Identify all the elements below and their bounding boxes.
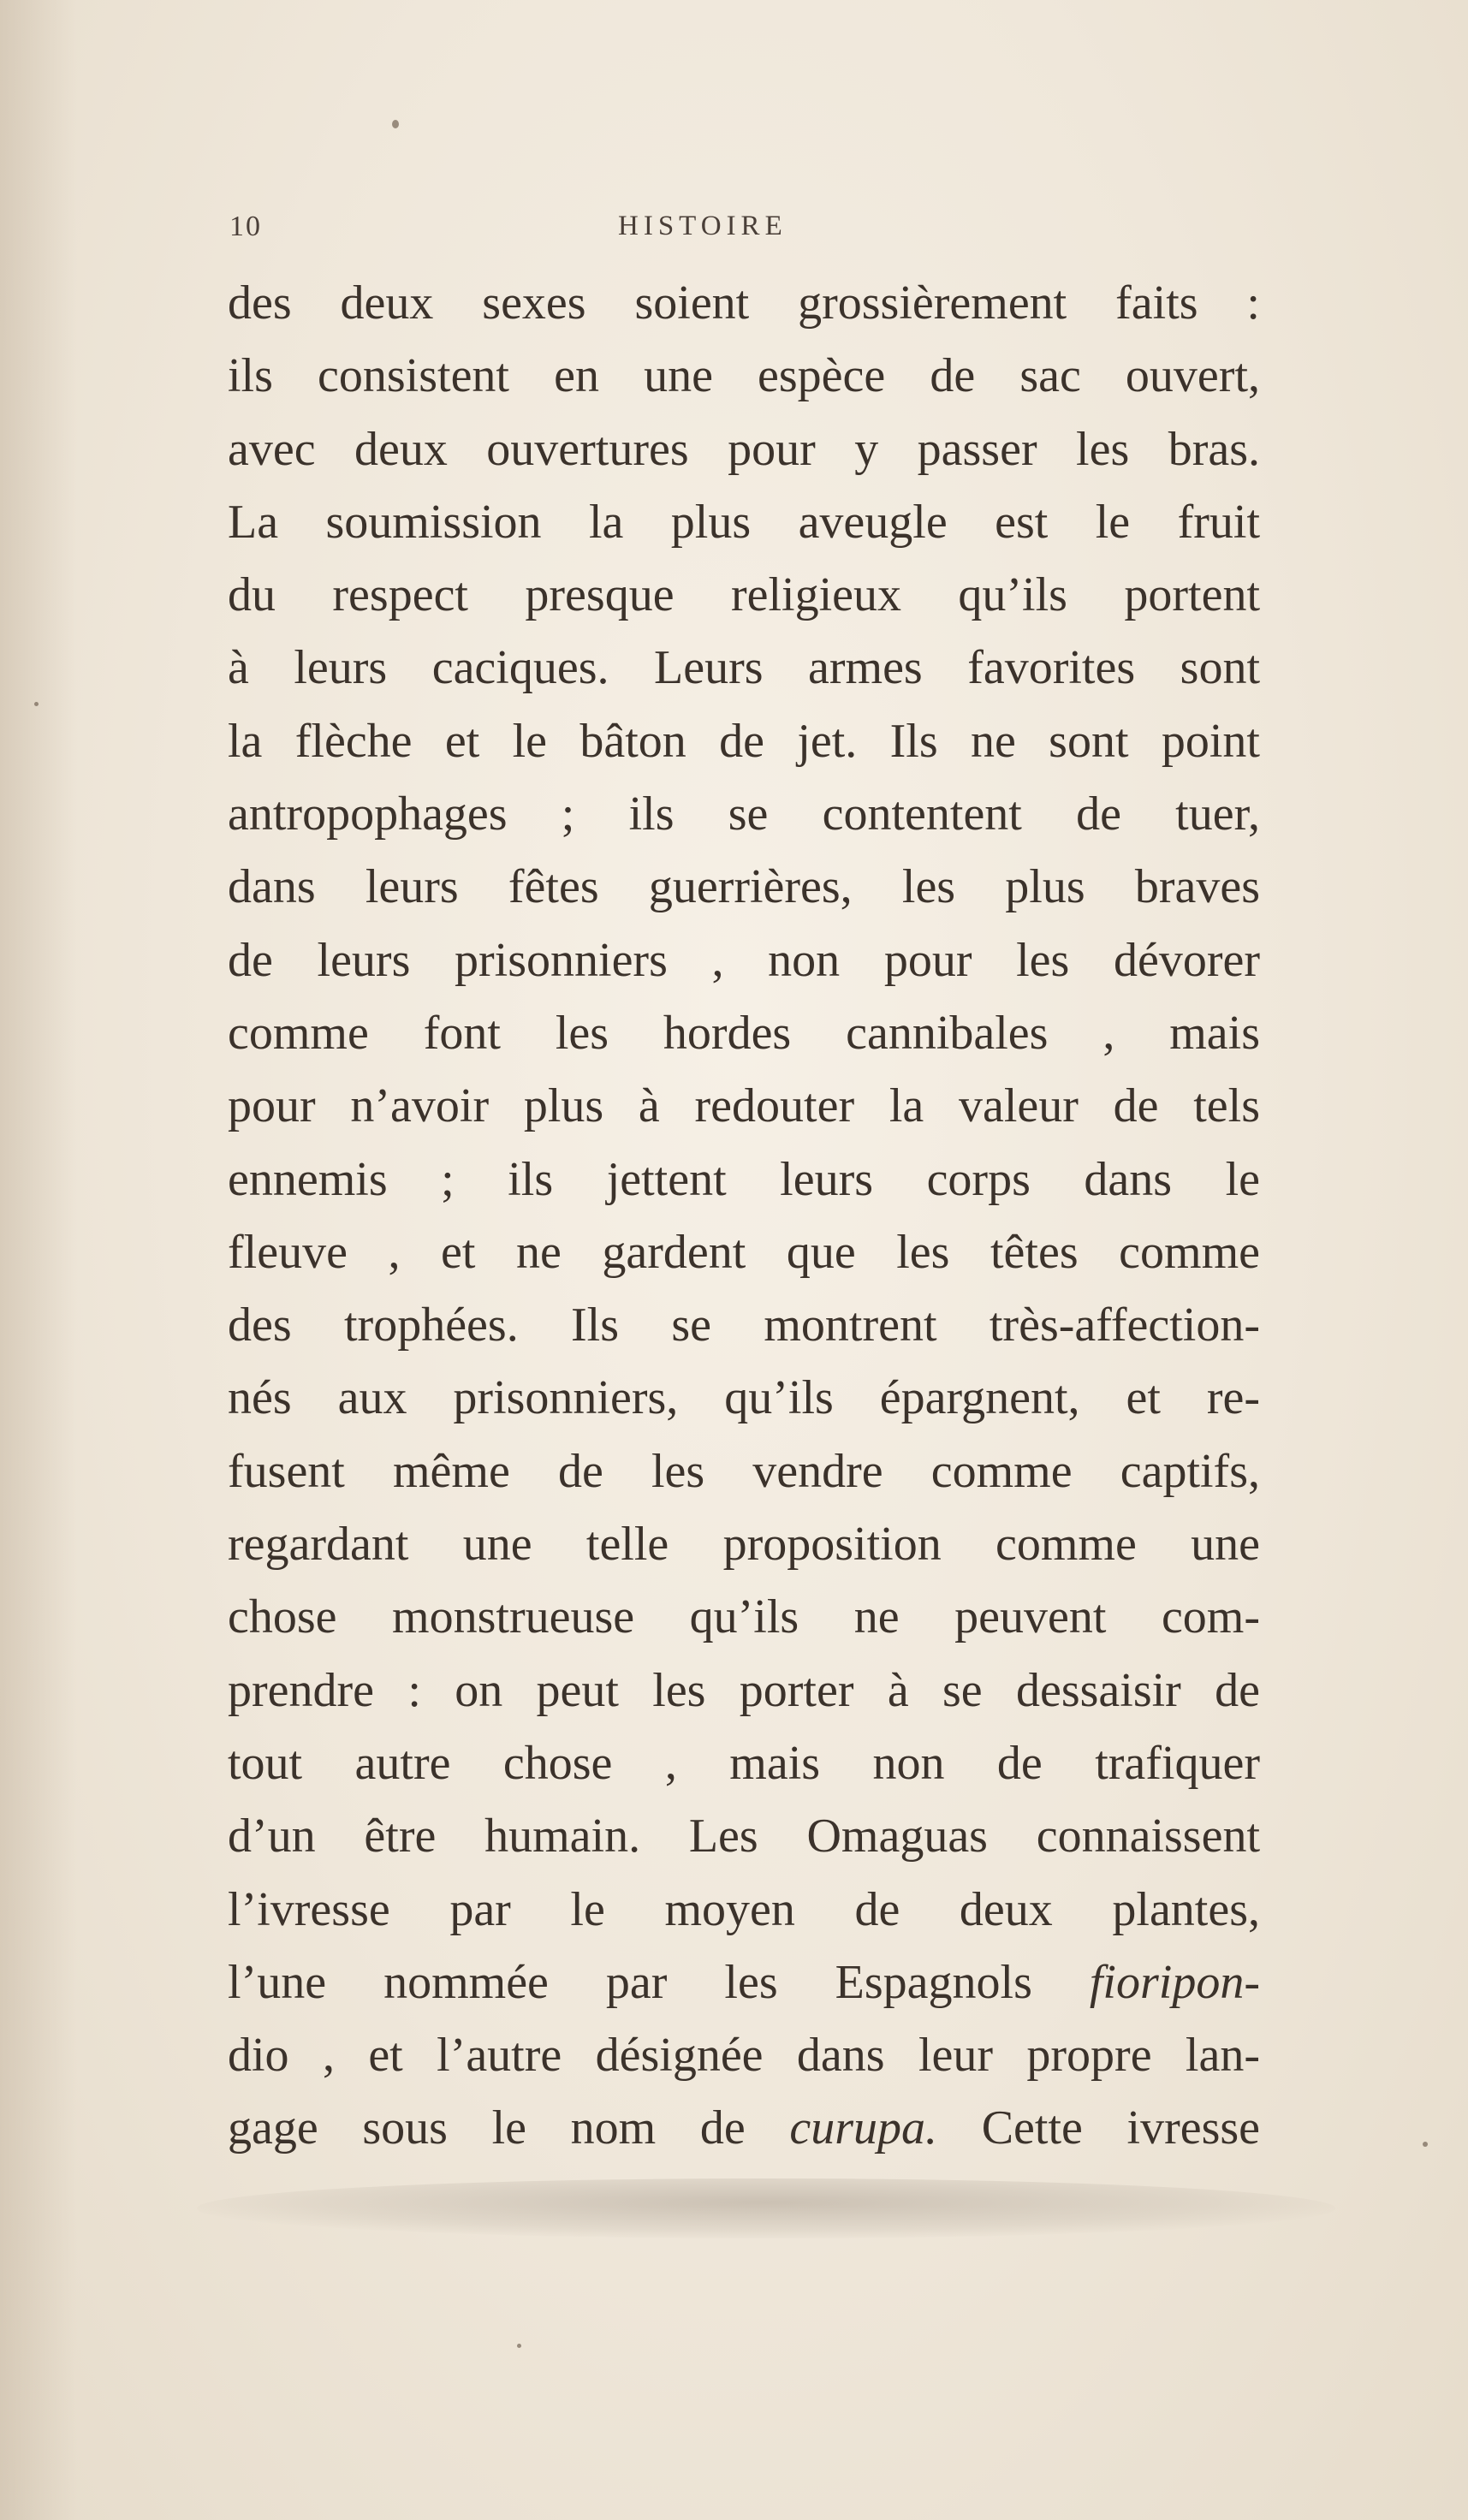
body-text [228, 267, 1260, 2166]
text-line: l’ivresse par le moyen de deux plantes, [228, 1882, 1260, 1936]
text-line: nés aux prisonniers, qu’ils épargnent, et re- [228, 1371, 1260, 1425]
line-text: gage sous le nom de [228, 2101, 746, 2155]
text-line: la flèche et le bâton de jet. Ils ne sont point [228, 714, 1260, 768]
text-line: antropophages ; ils se contentent de tuer, [228, 788, 1260, 841]
paper-fleck [517, 2344, 521, 2348]
italic-word: curupa. [789, 2101, 938, 2155]
text-line: du respect presque religieux qu’ils portent [228, 568, 1260, 622]
text-line: tout autre chose , mais non de trafiquer [228, 1736, 1260, 1790]
text-line: avec deux ouvertures pour y passer les bras. [228, 422, 1260, 476]
paper-fleck [34, 702, 39, 706]
italic-word: fioripon- [1089, 1955, 1260, 2009]
line-text: l’une nommée par les Espagnols [228, 1955, 1032, 2009]
page-header [229, 211, 1257, 253]
text-line-with-italic [228, 1946, 1260, 2019]
text-line: dio , et l’autre désignée dans leur propre lan- [228, 2029, 1260, 2083]
text-line: comme font les hordes cannibales , mais [228, 1006, 1260, 1060]
page-number: 10 [229, 211, 262, 242]
text-line: prendre : on peut les porter à se dessaisir de [228, 1663, 1260, 1717]
text-line: regardant une telle proposition comme une [228, 1518, 1260, 1572]
text-line: des trophées. Ils se montrent très-affection- [228, 1299, 1260, 1352]
text-line: ennemis ; ils jettent leurs corps dans le [228, 1152, 1260, 1206]
text-line: La soumission la plus aveugle est le fruit [228, 495, 1260, 549]
line-text: Cette ivresse [981, 2101, 1261, 2155]
text-line: dans leurs fêtes guerrières, les plus braves [228, 860, 1260, 914]
paper-fleck [1423, 2142, 1428, 2147]
page-edge-shade [0, 0, 77, 2520]
text-line: ils consistent en une espèce de sac ouvert, [228, 349, 1260, 403]
text-line: de leurs prisonniers , non pour les dévorer [228, 933, 1260, 987]
running-title: HISTOIRE [618, 211, 787, 241]
text-line: d’un être humain. Les Omaguas connaissent [228, 1810, 1260, 1863]
paper-fleck [392, 120, 399, 128]
text-line: à leurs caciques. Leurs armes favorites sont [228, 641, 1260, 695]
text-line: chose monstrueuse qu’ils ne peuvent com- [228, 1590, 1260, 1644]
text-line: fleuve , et ne gardent que les têtes comme [228, 1225, 1260, 1279]
text-line: des deux sexes soient grossièrement faits : [228, 276, 1260, 330]
page-fold-shadow [197, 2178, 1335, 2238]
text-line-with-italic [228, 2092, 1260, 2165]
text-line: pour n’avoir plus à redouter la valeur de tels [228, 1079, 1260, 1133]
text-line: fusent même de les vendre comme captifs, [228, 1444, 1260, 1498]
